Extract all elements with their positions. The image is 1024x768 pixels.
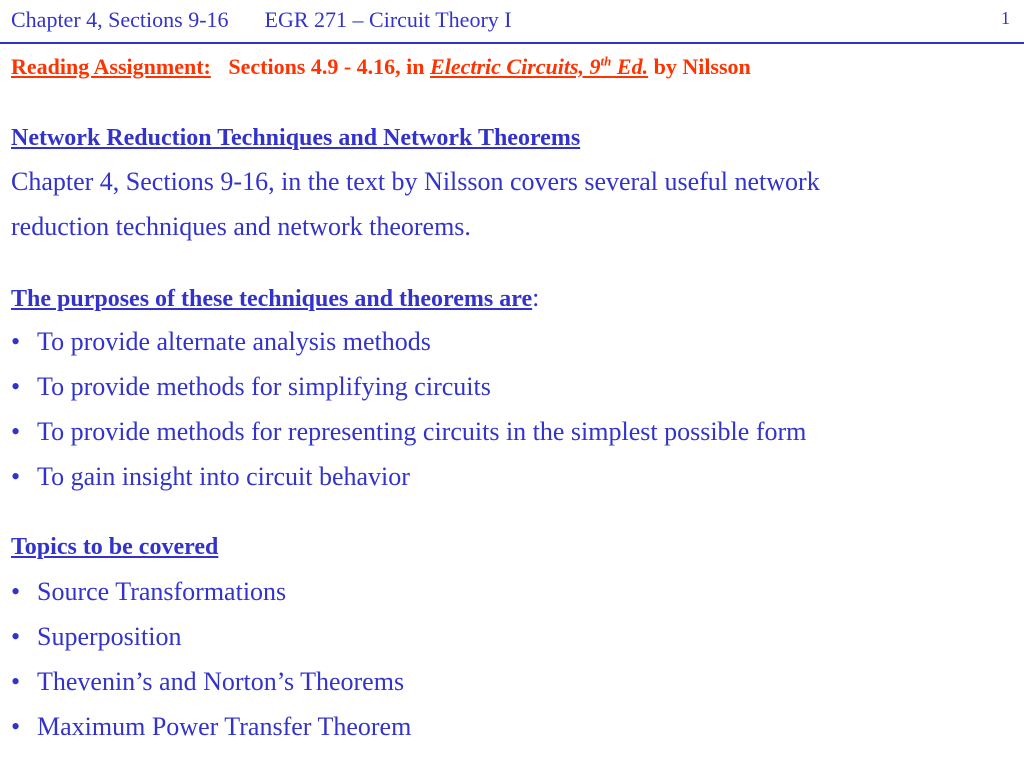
purpose-text: To provide methods for simplifying circuits [37,372,491,401]
bullet-icon: • [11,712,21,741]
purpose-text: To provide alternate analysis methods [37,327,431,356]
list-item [11,712,411,742]
bullet-icon: • [11,327,21,356]
list-item [11,372,491,402]
header-divider [0,42,1024,44]
purposes-heading: The purposes of these techniques and theorems are [11,286,533,312]
topics-heading: Topics to be covered [11,534,219,560]
purpose-text: To gain insight into circuit behavior [37,462,410,491]
book-edition-sup: th [600,53,612,69]
topic-text: Superposition [37,622,182,651]
bullet-icon: • [11,372,21,401]
list-item [11,417,806,447]
slide-header [11,7,512,33]
book-edition-label: Ed. [611,54,649,79]
purposes-heading-line [11,283,539,314]
purposes-heading-colon: : [532,283,540,312]
topic-text: Thevenin’s and Norton’s Theorems [37,667,405,696]
list-item [11,577,286,607]
list-item [11,327,431,357]
course-title: EGR 271 – Circuit Theory I [264,7,512,32]
reading-assignment [11,53,751,81]
book-title-text: Electric Circuits, 9 [430,54,601,79]
bullet-icon: • [11,577,21,606]
intro-line-2: reduction techniques and network theorems. [11,212,471,241]
book-author: by Nilsson [653,54,751,79]
topic-text: Source Transformations [37,577,287,606]
bullet-icon: • [11,462,21,491]
section-heading-network-reduction: Network Reduction Techniques and Network Theorems [11,125,581,151]
book-title [430,54,648,79]
bullet-icon: • [11,417,21,446]
chapter-label: Chapter 4, Sections 9-16 [11,7,229,32]
reading-assignment-label: Reading Assignment: [11,54,211,79]
topic-text: Maximum Power Transfer Theorem [37,712,412,741]
list-item [11,667,404,697]
slide-number: 1 [1001,8,1010,28]
bullet-icon: • [11,622,21,651]
bullet-icon: • [11,667,21,696]
reading-sections: Sections 4.9 - 4.16, in [228,54,425,79]
purpose-text: To provide methods for representing circuits in the simplest possible form [37,417,807,446]
list-item [11,462,410,492]
intro-line-1: Chapter 4, Sections 9-16, in the text by Nilsson covers several useful network [11,167,820,196]
list-item [11,622,181,652]
